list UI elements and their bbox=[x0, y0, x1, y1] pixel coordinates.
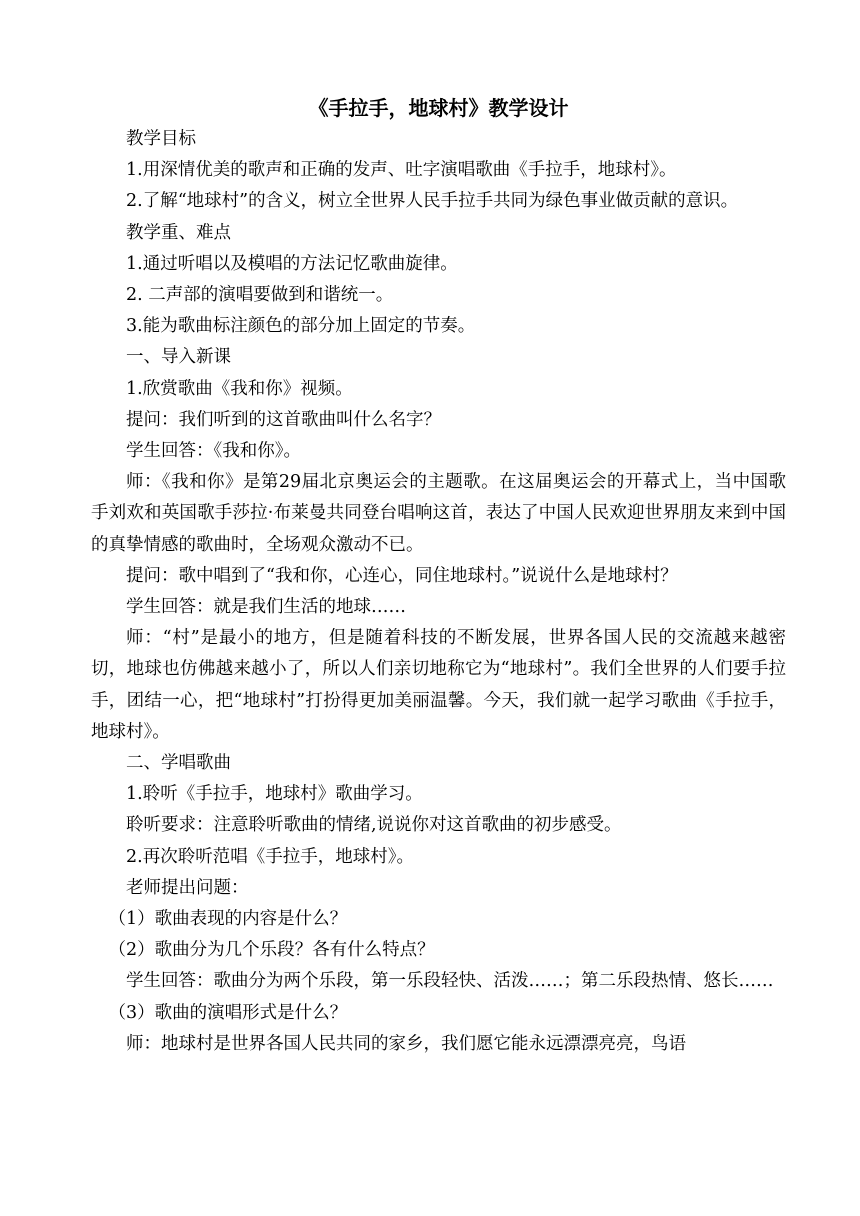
paragraph-10: 提问：我们听到的这首歌曲叫什么名字？ bbox=[126, 409, 441, 430]
paragraph-25: 师：地球村是世界各国人民共同的家乡，我们愿它能永远漂漂亮亮，鸟语 bbox=[126, 1033, 686, 1054]
paragraph-11: 学生回答：《我和你》。 bbox=[126, 441, 301, 462]
paragraph-23: 学生回答：歌曲分为两个乐段，第一乐段轻快、活泼……；第二乐段热情、悠长…… bbox=[126, 971, 774, 992]
paragraph-5: 1.通过听唱以及模唱的方法记忆歌曲旋律。 bbox=[126, 253, 458, 274]
paragraph-17: 1.聆听《手拉手，地球村》歌曲学习。 bbox=[126, 784, 423, 805]
paragraph-4: 教学重、难点 bbox=[126, 222, 231, 243]
paragraph-8: 一、导入新课 bbox=[126, 347, 231, 368]
paragraph-22: （2）歌曲分为几个乐段？各有什么特点？ bbox=[108, 940, 435, 961]
paragraph-16: 二、学唱歌曲 bbox=[126, 753, 231, 774]
paragraph-13: 提问：歌中唱到了“我和你，心连心，同住地球村。”说说什么是地球村？ bbox=[126, 565, 678, 586]
paragraph-15: 师：“村”是最小的地方，但是随着科技的不断发展，世界各国人民的交流越来越密切，地球也仿佛越来越小了，所以人们亲切地称它为“地球村”。我们全世界的人们要手拉手，团结一心，把“地球村”打扮得更加美丽温馨。今天，我们就一起学习歌曲《手拉手，地球村》。 bbox=[91, 628, 786, 742]
paragraph-9: 1.欣赏歌曲《我和你》视频。 bbox=[126, 378, 353, 399]
paragraph-21: （1）歌曲表现的内容是什么？ bbox=[108, 909, 348, 930]
paragraph-14: 学生回答：就是我们生活的地球…… bbox=[126, 597, 406, 618]
paragraph-7: 3.能为歌曲标注颜色的部分加上固定的节奏。 bbox=[126, 316, 476, 337]
paragraph-24: （3）歌曲的演唱形式是什么？ bbox=[108, 1002, 348, 1023]
paragraph-12: 师：《我和你》是第29届北京奥运会的主题歌。在这届奥运会的开幕式上，当中国歌手刘欢和英国歌手莎拉·布莱曼共同登台唱响这首，表达了中国人民欢迎世界朋友来到中国的真挚情感的歌曲时，全场观众激动不已。 bbox=[91, 472, 786, 555]
paragraph-18: 聆听要求：注意聆听歌曲的情绪,说说你对这首歌曲的初步感受。 bbox=[126, 815, 622, 836]
paragraph-20: 老师提出问题： bbox=[126, 877, 249, 898]
paragraph-3: 2.了解“地球村”的含义，树立全世界人民手拉手共同为绿色事业做贡献的意识。 bbox=[126, 191, 739, 212]
paragraph-19: 2.再次聆听范唱《手拉手，地球村》。 bbox=[126, 846, 414, 867]
paragraph-2: 1.用深情优美的歌声和正确的发声、吐字演唱歌曲《手拉手，地球村》。 bbox=[126, 160, 677, 181]
paragraph-1: 教学目标 bbox=[126, 129, 196, 149]
document-title: 《手拉手，地球村》教学设计 bbox=[308, 96, 569, 120]
document-body bbox=[91, 124, 786, 1060]
paragraph-6: 2. 二声部的演唱要做到和谐统一。 bbox=[126, 285, 394, 306]
